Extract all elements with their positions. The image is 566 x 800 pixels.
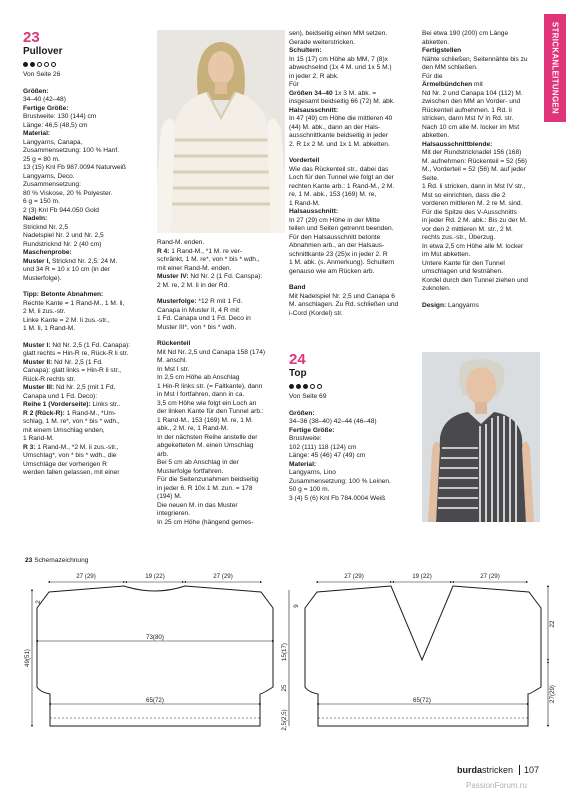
- model-image: [422, 352, 540, 522]
- paragraph: [23, 130, 147, 215]
- front-top-center: 19 (22): [412, 573, 432, 580]
- top-column: [289, 352, 401, 503]
- front-piece: [305, 573, 556, 726]
- paragraph-heading: Fertige Größe:: [23, 104, 69, 112]
- difficulty-dot-empty: [44, 62, 49, 67]
- paragraph-text: Nd Nr. 2,5 (mit 1 Fd. Canapa und 1 Fd. Deco):: [23, 384, 116, 400]
- paragraph-text: In 15 (17) cm Höhe ab MM, 7 (8)x abwechselnd (1x 4 M. und 1x 5 M.) in jeder 2. R abk. Für: [289, 55, 392, 88]
- paragraph: [23, 444, 147, 478]
- front-top-right: 27 (29): [480, 573, 500, 580]
- pattern-title: Top: [289, 368, 307, 379]
- difficulty-dot-filled: [30, 62, 35, 67]
- paragraph-text: 1 Rand-M., *2 M. li zus.-str., Umschlag*, von * bis * wdh., die Umschläge der vorherigen R werden fallen gelassen, mit einer: [23, 443, 120, 476]
- page-reference: Von Seite 26: [23, 71, 61, 78]
- paragraph-heading: Fertige Größe:: [289, 426, 335, 434]
- paragraph: [23, 258, 147, 284]
- paragraph-text: In 47 (49) cm Höhe die mittleren 40 (44) M. abk., dann an der Hals- ausschnittkante beidseitig in jeder 2. R 1x 2 M. und 1x 1 M. abketten.: [289, 115, 393, 148]
- paragraph-heading: Muster II:: [23, 358, 53, 366]
- pullover-column-4: [422, 30, 540, 310]
- paragraph: [289, 427, 401, 461]
- paragraph-text: Nd Nr. 2 (1 Fd. Canspa): 2 M. re, 2 M. li in der Rd.: [157, 273, 263, 289]
- paragraph: [157, 340, 285, 527]
- pullover-column-2: [157, 239, 285, 527]
- paragraph-heading: R 3:: [23, 443, 36, 451]
- pullover-column-3: [289, 30, 413, 318]
- back-top-right: 27 (29): [213, 573, 233, 580]
- difficulty-dot-filled: [296, 384, 301, 389]
- difficulty-dot-empty: [37, 62, 42, 67]
- paragraph: [23, 249, 147, 258]
- paragraph-text: Für die: [422, 72, 443, 80]
- front-width-lower: 65(72): [413, 697, 431, 704]
- brand-name: burda: [457, 765, 483, 775]
- paragraph: [23, 88, 147, 105]
- paragraph-heading: Muster III:: [23, 384, 55, 391]
- paragraph: [289, 410, 401, 427]
- difficulty-dot-empty: [310, 384, 315, 389]
- difficulty-dot-empty: [317, 384, 322, 389]
- paragraph: [422, 30, 540, 47]
- side-lower: 25: [281, 684, 288, 692]
- difficulty-dot-filled: [289, 384, 294, 389]
- paragraph-heading: Maschenprobe:: [23, 249, 72, 256]
- paragraph-text: 34–40 (42–48): [23, 96, 66, 103]
- paragraph-text: Rechte Kante = 1 Rand-M., 1 M. li, 2 M. li zus.-str. Linke Kante = 2 M. li zus.-str., 1 M. li, 1 Rand-M.: [23, 299, 125, 332]
- paragraph-heading: R 2 (Rück-R):: [23, 409, 65, 417]
- pattern-number: 24: [289, 351, 306, 368]
- paragraph: [23, 384, 147, 401]
- paragraph-text: *12 R mit 1 Fd. Canapa in Muster II, 4 R mit 1 Fd. Canapa und 1 Fd. Deco in Muster III*, von * bis * wdh.: [157, 298, 251, 331]
- page-reference: Von Seite 69: [289, 393, 327, 400]
- paragraph-text: 1x 3 M. abk. = insgesamt beidseitig 66 (72) M. abk.: [289, 89, 395, 105]
- pullover-text-4: [422, 30, 540, 310]
- difficulty-rating: [289, 384, 401, 389]
- paragraph: [289, 47, 413, 90]
- paragraph-heading: Halsausschnitt:: [289, 106, 339, 114]
- paragraph-text: In 27 (29) cm Höhe in der Mitte teilen und Seiten getrennt beenden. Für den Halsausschnitt betonte Abnahmen arb., an der Halsaus- schnittkante 23 (25)x in jeder 2. R 1 M. abk. (s. Anmerkung). Schultern genauso wie am Rücken arb.: [289, 216, 395, 275]
- top-photo: [422, 352, 540, 522]
- paragraph-heading: Muster I:: [23, 341, 51, 349]
- brand-suffix: stricken: [482, 765, 514, 775]
- paragraph: [422, 47, 540, 73]
- paragraph-heading: Material:: [23, 130, 51, 137]
- schematic-drawing: [0, 560, 566, 750]
- paragraph-heading: Design:: [422, 301, 447, 309]
- pattern-number: 23: [23, 29, 40, 46]
- front-lower-height: 27(29): [549, 685, 556, 703]
- paragraph-text: Brustweite: 102 (111) 118 (124) cm Länge: 45 (46) 47 (49) cm: [289, 435, 366, 459]
- paragraph: [23, 291, 147, 334]
- paragraph-heading: Schultern:: [289, 47, 322, 54]
- paragraph-gap: [157, 332, 285, 340]
- paragraph-text: Stricknd Nr. 2,5: 24 M. und 34 R = 10 x 10 cm (in der Musterfolge).: [23, 257, 118, 282]
- paragraph-text: mit Nd Nr. 2 und Canapa 104 (112) M. zwischen den MM an Vorder- und Rückenteil aufnehmen. 1 Rd. li stricken, dann Mst IV in Rd. str. Nach 10 cm alle M. locker im Mst abketten.: [422, 81, 523, 139]
- paragraph: [289, 157, 413, 208]
- paragraph-heading: Größen:: [289, 409, 315, 417]
- pullover-text-2: [157, 239, 285, 527]
- paragraph-text: Bei etwa 190 (200) cm Länge abketten.: [422, 30, 509, 46]
- paragraph-heading: Vorderteil: [289, 157, 320, 164]
- paragraph-heading: Halsausschnitt:: [289, 208, 339, 215]
- paragraph-text: Nähte schließen, Seitennähte bis zu den MM schließen.: [422, 55, 528, 71]
- back-top-center: 19 (22): [145, 573, 165, 580]
- paragraph: [289, 284, 413, 318]
- paragraph-heading: Rückenteil: [157, 340, 191, 347]
- paragraph-text: Mit der Rundstricknadel 156 (168) M. aufnehmen: Rückenteil = 52 (56) M., Vorderteil = 52 (56) M. auf jeder Seite. 1 Rd. li stricken, dann in Mst IV str., Mst so einrichten, dass die 2 vorderen mittleren M. 2 re M. sind. Für die Spitze des V-Ausschnitts in jeder Rd. 2 M. abk.: Bis zu der M. vor den 2 mittleren M. str., 2 M. rechts zus.-str., Überzug. In etwa 2,5 cm Höhe alle M. locker im Mst abketten. Untere Kante für den Tunnel umschlagen und festnähen. Kordel durch den Tunnel ziehen und zuknoten.: [422, 149, 528, 292]
- schematic-label: Schemazeichnung: [34, 557, 89, 564]
- section-tab: [544, 14, 566, 122]
- paragraph-heading: Ärmelbündchen: [422, 81, 473, 88]
- paragraph-heading: Größen:: [23, 87, 49, 95]
- paragraph-text: sen), beidseitig einen MM setzen. Gerade weiterstricken.: [289, 30, 388, 46]
- paragraph-text: Nd Nr. 2,5 (1 Fd. Canapa): glatt links = Hin-R li str., Rück-R rechts str.: [23, 358, 122, 383]
- difficulty-rating: [23, 62, 147, 67]
- front-side-top: 9: [293, 604, 300, 608]
- pullover-photo: [157, 30, 285, 233]
- paragraph-gap: [157, 290, 285, 298]
- front-neck-depth: 22: [549, 620, 556, 628]
- paragraph-heading: Größen 34–40: [289, 89, 333, 97]
- paragraph: [289, 461, 401, 504]
- paragraph-text: Wie das Rückenteil str., dabei das Loch für den Tunnel wie folgt an der rechten Kante arb.: 1 Rand-M., 2 M. re, 1 M. abk., 153 (169) M. re, 1 Rand-M.: [289, 165, 395, 207]
- paragraph: [23, 215, 147, 249]
- schematic-number: 23: [25, 557, 33, 564]
- paragraph: [289, 90, 413, 107]
- paragraph-text: Nd Nr. 2,5 (1 Fd. Canapa): glatt rechts = Hin-R re, Rück-R li str.: [23, 341, 131, 357]
- paragraph: [157, 239, 285, 248]
- paragraph: [23, 401, 147, 410]
- paragraph-text: 1 Rand-M., *1 M. re ver- schränkt, 1 M. re*, von * bis * wdh., mit einer Rand-M. enden.: [157, 247, 260, 272]
- paragraph-heading: R 4:: [157, 247, 170, 255]
- side-measures: [281, 590, 300, 731]
- paragraph-text: Brustweite: 130 (144) cm Länge: 46,5 (48,5) cm: [23, 113, 97, 129]
- pullover-text-1: [23, 88, 147, 478]
- back-width-lower: 65(72): [146, 697, 164, 704]
- paragraph-heading: Band: [289, 284, 306, 291]
- paragraph: [23, 105, 147, 131]
- paragraph: [157, 298, 285, 332]
- page-number: 107: [519, 765, 539, 775]
- paragraph-heading: Nadeln:: [23, 215, 48, 222]
- paragraph-text: Langyarns: [446, 301, 479, 309]
- paragraph-text: Stricknd Nr. 2,5 Nadelspiel Nr. 2 und Nr. 2,5 Rundstricknd Nr. 2 (40 cm): [23, 223, 104, 248]
- paragraph-gap: [289, 276, 413, 284]
- back-top-left: 27 (29): [76, 573, 96, 580]
- paragraph-heading: Musterfolge:: [157, 298, 197, 305]
- paragraph-heading: Halsausschnittblende:: [422, 140, 493, 148]
- top-text: [289, 410, 401, 504]
- paragraph: [23, 410, 147, 444]
- paragraph-text: Mit Nadelspiel Nr. 2,5 und Canapa 6 M. anschlagen. Zu Rd. schließen und i-Cord (Kordel) str.: [289, 292, 399, 317]
- pullover-text-3: [289, 30, 413, 318]
- pattern-title: Pullover: [23, 46, 63, 57]
- paragraph-heading: Fertigstellen: [422, 47, 462, 54]
- magazine-brand: [457, 765, 513, 775]
- paragraph: [23, 342, 147, 359]
- paragraph-heading: Muster I,: [23, 257, 51, 265]
- watermark: PassionForum.ru: [466, 781, 527, 790]
- difficulty-dot-filled: [23, 62, 28, 67]
- model-image: [157, 30, 285, 233]
- paragraph: [157, 248, 285, 274]
- paragraph: [23, 359, 147, 385]
- paragraph: [422, 302, 540, 311]
- paragraph-gap: [23, 334, 147, 342]
- paragraph-heading: Reihe 1 (Vorderseite):: [23, 401, 91, 408]
- back-width-upper: 73(80): [146, 634, 164, 641]
- paragraph: [157, 273, 285, 290]
- paragraph-gap: [422, 294, 540, 302]
- pullover-column-1: [23, 30, 147, 478]
- back-height: 49(51): [24, 649, 31, 667]
- paragraph: [289, 30, 413, 47]
- side-upper: 15(17): [281, 643, 288, 661]
- paragraph: [422, 73, 540, 82]
- paragraph: [289, 107, 413, 150]
- paragraph-gap: [23, 283, 147, 291]
- paragraph-text: Rand-M. enden.: [157, 239, 205, 246]
- paragraph-text: Langyarns, Lino Zusammensetzung: 100 % Leinen. 50 g = 100 m. 3 (4) 5 (6) Knl Fb 784.0004 Weiß: [289, 469, 391, 502]
- paragraph-heading: Tipp: Betonte Abnahmen:: [23, 291, 104, 298]
- difficulty-dot-empty: [51, 62, 56, 67]
- back-shoulder-drop: 2: [35, 600, 42, 604]
- paragraph: [422, 81, 540, 141]
- paragraph-gap: [289, 149, 413, 157]
- paragraph-text: 1 Rand-M., *Um- schlag, 1 M. re*, von * bis * wdh., mit einem Umschlag enden, 1 Rand-M.: [23, 409, 120, 442]
- back-piece: [24, 573, 273, 726]
- front-top-left: 27 (29): [344, 573, 364, 580]
- difficulty-dot-filled: [303, 384, 308, 389]
- paragraph-heading: Muster IV:: [157, 273, 189, 280]
- section-tab-label: STRICKANLEITUNGEN: [550, 21, 560, 115]
- paragraph: [422, 141, 540, 294]
- hem-height: 2,5(2,5): [281, 709, 288, 731]
- paragraph-heading: Material:: [289, 460, 317, 468]
- paragraph-text: Links str..: [90, 401, 121, 408]
- paragraph-text: Langyarns, Canapa, Zusammensetzung: 100 % Hanf. 25 g = 80 m. 13 (15) Knl Fb 987.0094 Naturweiß Langyarns, Deco. Zusammensetzung: 80 % Viskose, 20 % Polyester. 6 g = 150 m. 2 (3) Knl Fb 944.050 Gold: [23, 138, 126, 214]
- paragraph-text: 34–36 (38–40) 42–44 (46–48): [289, 418, 377, 425]
- paragraph: [289, 208, 413, 276]
- paragraph-text: Mit Nd Nr. 2,5 und Canapa 158 (174) M. anschl. In Mst I str. In 2,5 cm Höhe ab Anschlag 1 Hin-R links str. (= Faltkante), dann in Mst I fortfahren, dann in ca. 3,5 cm Höhe wie folgt ein Loch an der linken Kante für den Tunnel arb.: 1 Rand-M., 153 (169) M. re, 1 M. abk., 2 M. re, 1 Rand-M. In der nächsten Reihe anstelle der abgeketteten M. einen Umschlag arb. Bei 5 cm ab Anschlag in der Musterfolge fortfahren. Für die Seitenzunahmen beidseitig in jeder 6. R 10x 1 M. zun. = 178 (194) M. Die neuen M. in das Muster integrieren. In 25 cm Höhe (hängend gemes-: [157, 348, 266, 526]
